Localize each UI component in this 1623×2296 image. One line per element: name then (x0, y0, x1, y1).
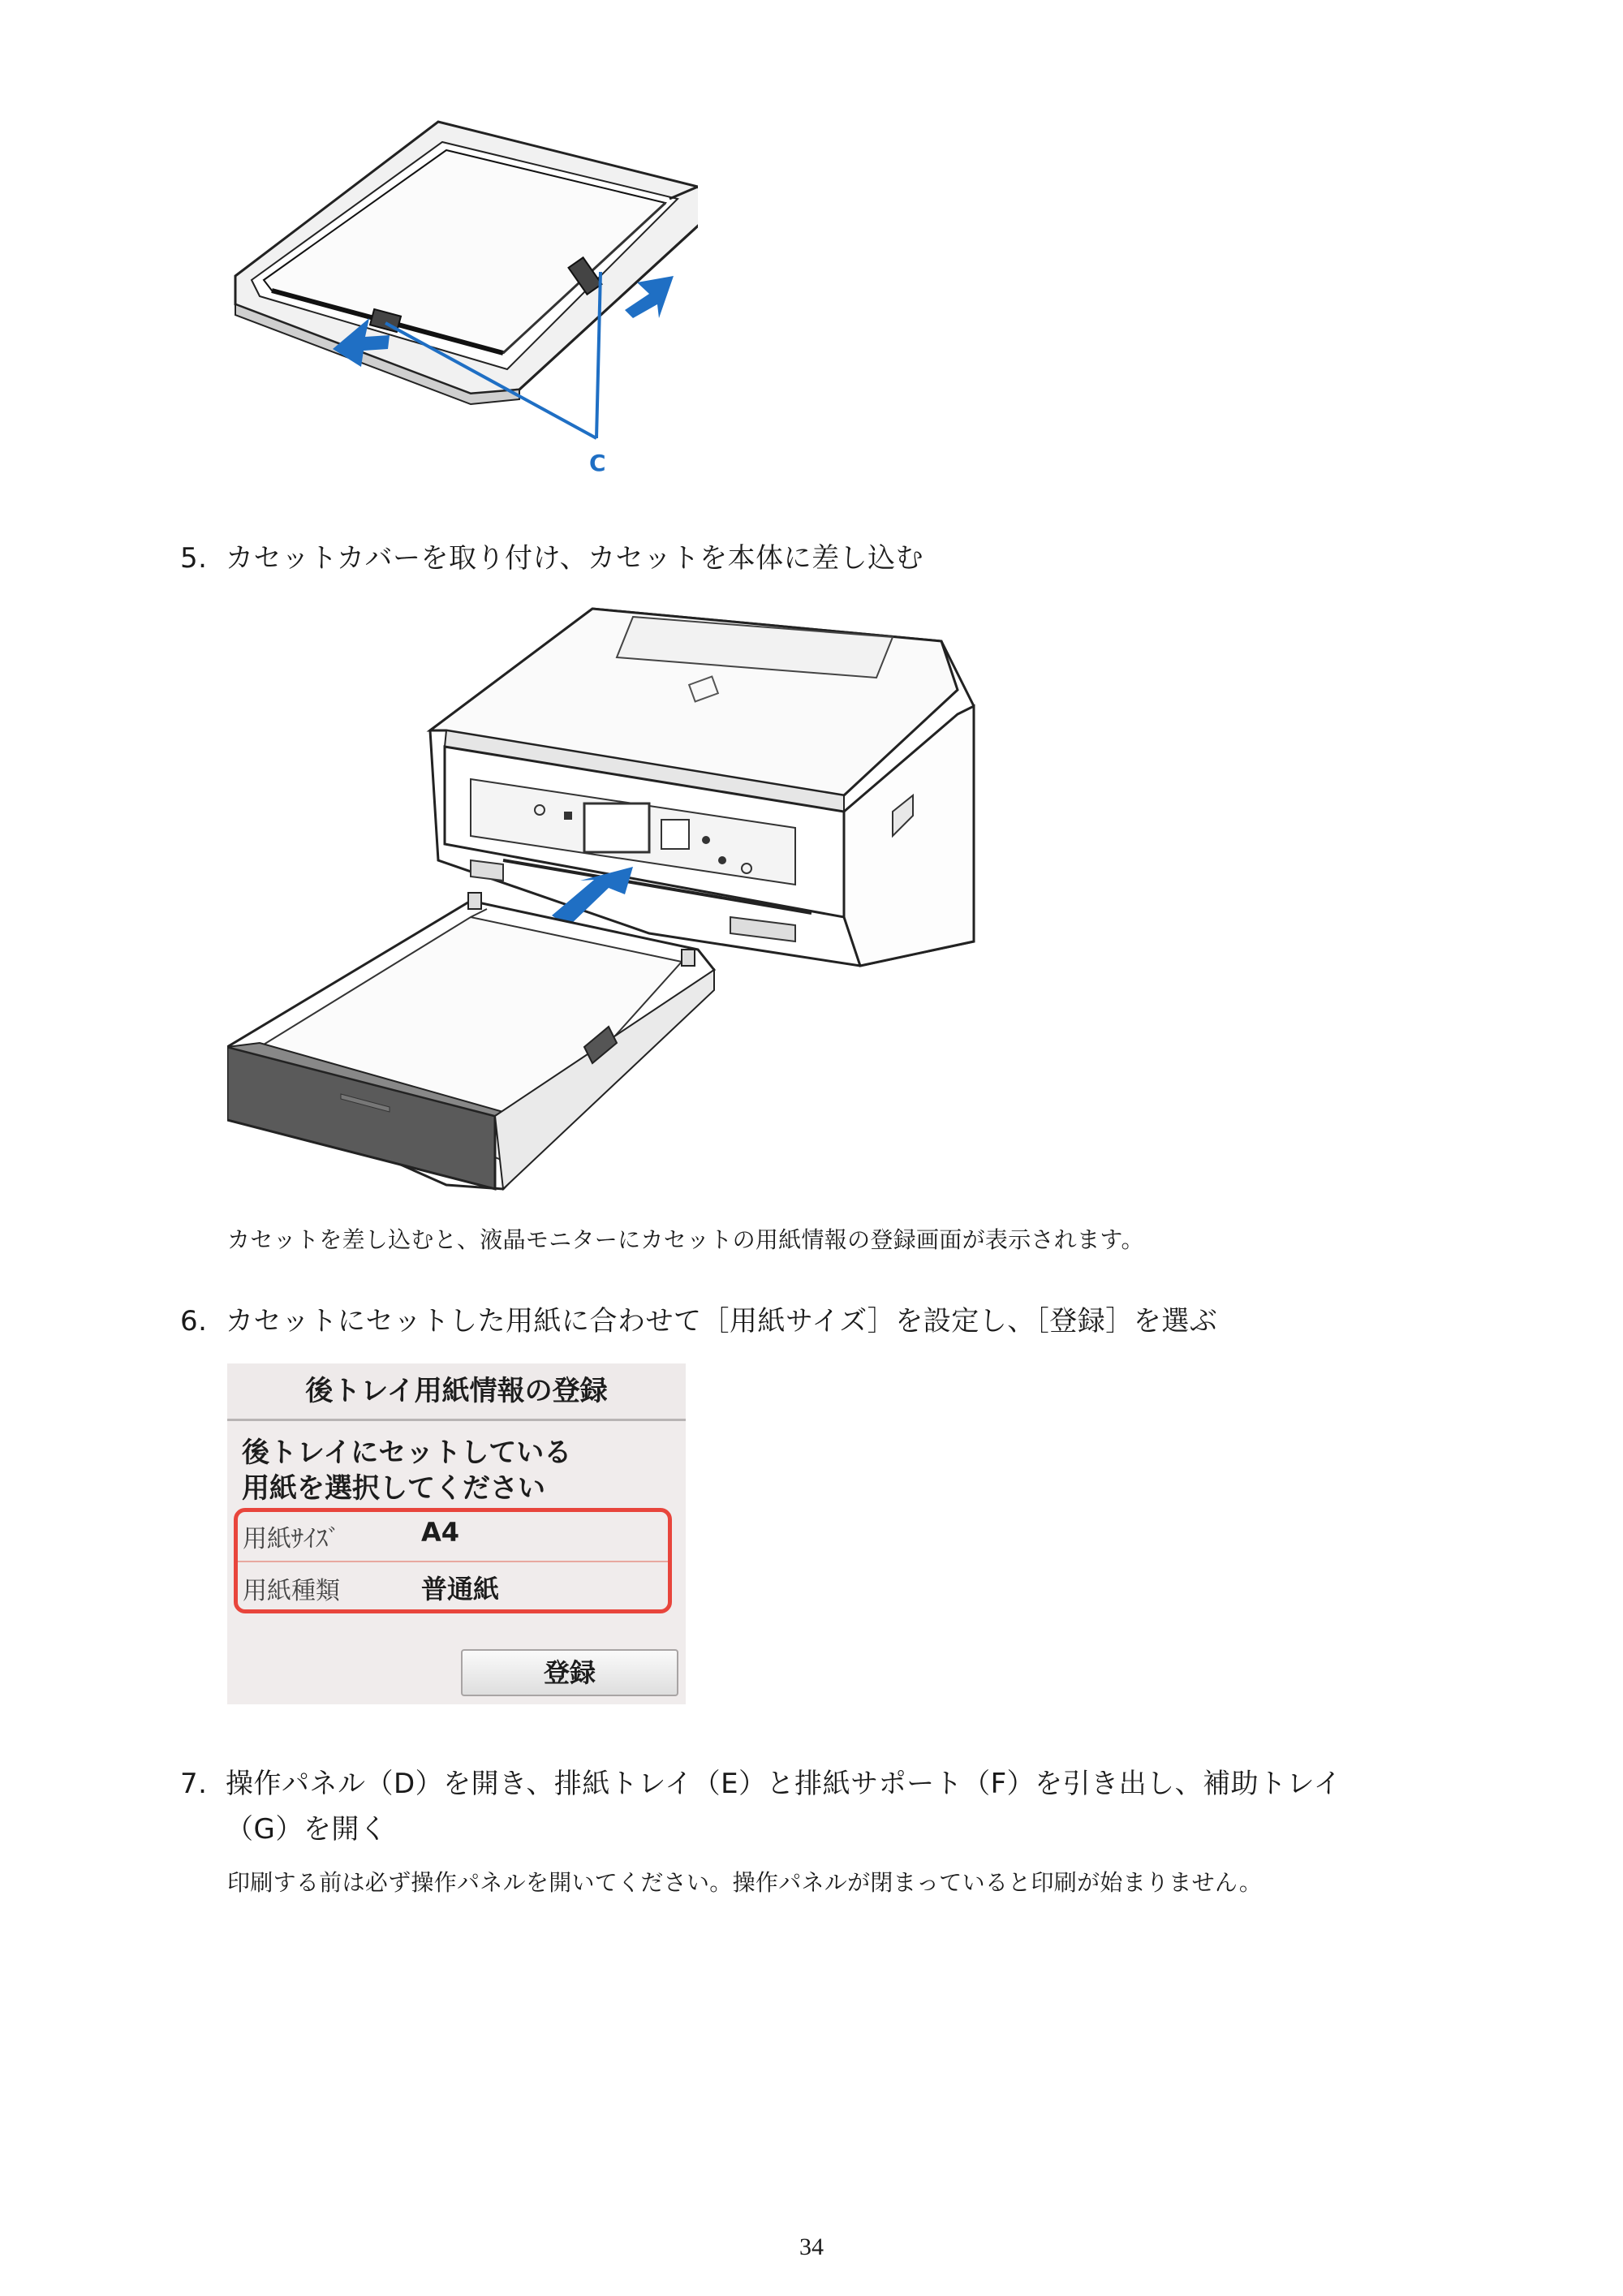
panel-title: 後トレイ用紙情報の登録 (227, 1363, 686, 1421)
step-number: 6. (180, 1305, 208, 1338)
settings-row-paper-type[interactable] (238, 1562, 668, 1611)
settings-row-paper-size[interactable] (238, 1512, 668, 1562)
printer-cassette-figure (227, 592, 982, 1193)
paper-type-value: 普通紙 (421, 1574, 500, 1605)
paper-size-label: 用紙ｻｲｽﾞ (243, 1525, 340, 1553)
paper-type-label: 用紙種類 (243, 1577, 340, 1605)
step-text-line-1: 操作パネル（D）を開き、排紙トレイ（E）と排紙サポート（F）を引き出し、補助トレイ (226, 1768, 1341, 1800)
cassette-guides-figure (227, 106, 698, 479)
step-7 (180, 1761, 1576, 1852)
page-number: 34 (799, 2234, 824, 2260)
register-button[interactable] (461, 1649, 678, 1696)
step-5 (180, 536, 1560, 581)
printer-cassette-illustration (227, 592, 982, 1193)
panel-message-line-2: 用紙を選択してください (242, 1472, 545, 1505)
step-6 (180, 1299, 1560, 1344)
settings-highlight-box (234, 1508, 672, 1613)
note-after-step-7: 印刷する前は必ず操作パネルを開いてください。操作パネルが閉まっていると印刷が始まりません。 (227, 1869, 1263, 1896)
step-text: カセットにセットした用紙に合わせて［用紙サイズ］を設定し、［登録］を選ぶ (226, 1305, 1218, 1338)
register-button-label: 登録 (543, 1657, 596, 1688)
cassette-guides-illustration (227, 106, 698, 479)
step-text-line-2: （G）を開く (226, 1813, 388, 1846)
callout-label-c: C (589, 450, 606, 476)
step-number: 7. (180, 1768, 208, 1800)
panel-message-line-1: 後トレイにセットしている (242, 1437, 572, 1469)
step-number: 5. (180, 542, 208, 575)
note-after-step-5: カセットを差し込むと、液晶モニターにカセットの用紙情報の登録画面が表示されます。 (227, 1226, 1144, 1253)
paper-size-value: A4 (421, 1517, 460, 1548)
step-text: カセットカバーを取り付け、カセットを本体に差し込む (226, 542, 924, 575)
lcd-panel-screenshot (227, 1363, 686, 1704)
